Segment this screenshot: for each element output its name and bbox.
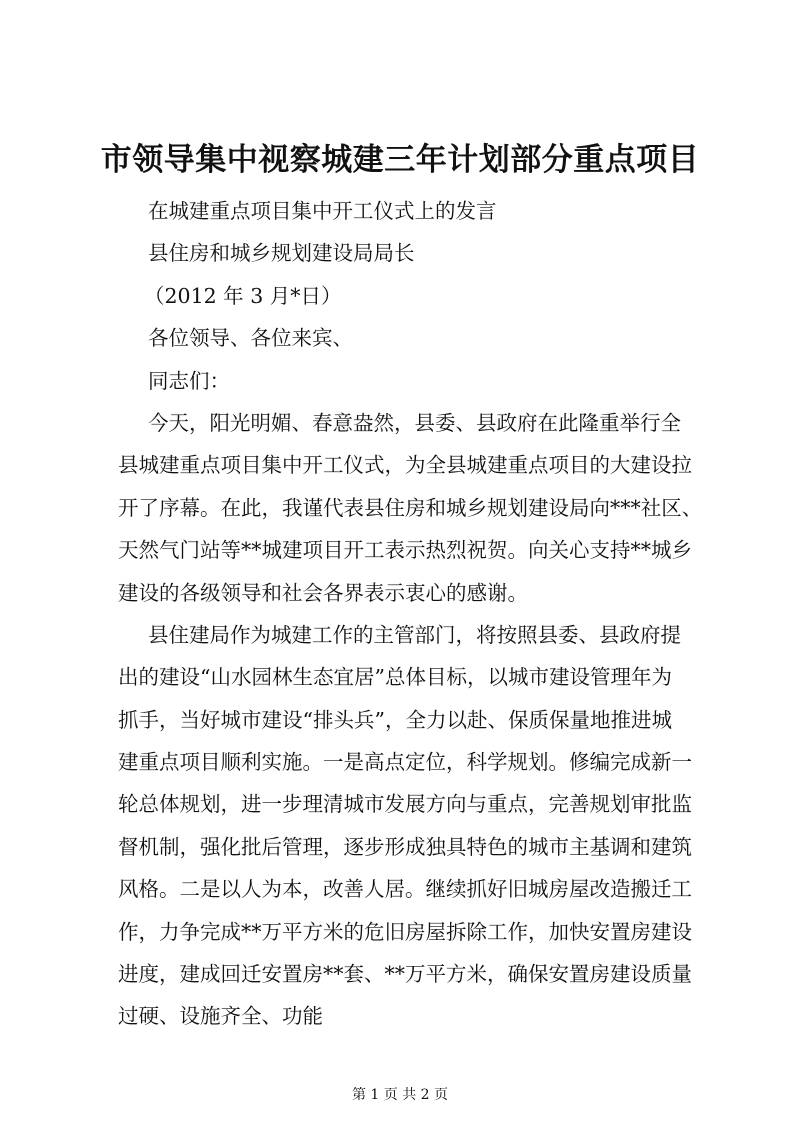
document-body — [118, 190, 714, 1038]
body-line: 今天，阳光明媚、春意盎然，县委、县政府在此隆重举行全 — [148, 410, 681, 435]
body-line: 县城建重点项目集中开工仪式，为全县城建重点项目的大建设拉 — [118, 453, 692, 478]
body-line: 督机制，强化批后管理，逐步形成独具特色的城市主基调和建筑 — [118, 834, 692, 859]
body-line: 县住房和城乡规划建设局局长 — [148, 241, 415, 266]
body-line: 各位领导、各位来宾、 — [148, 326, 353, 351]
body-line: 轮总体规划，进一步理清城市发展方向与重点，完善规划审批监 — [118, 792, 692, 817]
document-title: 市领导集中视察城建三年计划部分重点项目 — [100, 142, 700, 178]
body-line: 县住建局作为城建工作的主管部门，将按照县委、县政府提 — [148, 622, 681, 647]
page-footer: 第 1 页 共 2 页 — [351, 1087, 449, 1103]
body-line: 天然气门站等**城建项目开工表示热烈祝贺。向关心支持**城乡 — [118, 538, 692, 563]
body-line: 建设的各级领导和社会各界表示衷心的感谢。 — [118, 580, 528, 605]
body-line: 风格。二是以人为本，改善人居。继续抓好旧城房屋改造搬迁工 — [118, 877, 692, 902]
body-line: 作，力争完成**万平方米的危旧房屋拆除工作，加快安置房建设 — [118, 919, 692, 944]
body-line: 抓手，当好城市建设“排头兵”，全力以赴、保质保量地推进城 — [118, 707, 672, 732]
body-line: 在城建重点项目集中开工仪式上的发言 — [148, 199, 497, 223]
body-line: 建重点项目顺利实施。一是高点定位，科学规划。修编完成新一 — [118, 750, 692, 775]
body-line: （2012 年 3 月*日） — [144, 283, 342, 308]
body-line: 过硬、设施齐全、功能 — [118, 1004, 323, 1029]
body-line: 出的建设“山水园林生态宜居”总体目标，以城市建设管理年为 — [118, 665, 672, 690]
body-line: 同志们： — [148, 368, 230, 393]
body-line: 开了序幕。在此，我谨代表县住房和城乡规划建设局向***社区、 — [118, 495, 703, 520]
body-line: 进度，建成回迁安置房**套、**万平方米，确保安置房建设质量 — [118, 962, 692, 987]
